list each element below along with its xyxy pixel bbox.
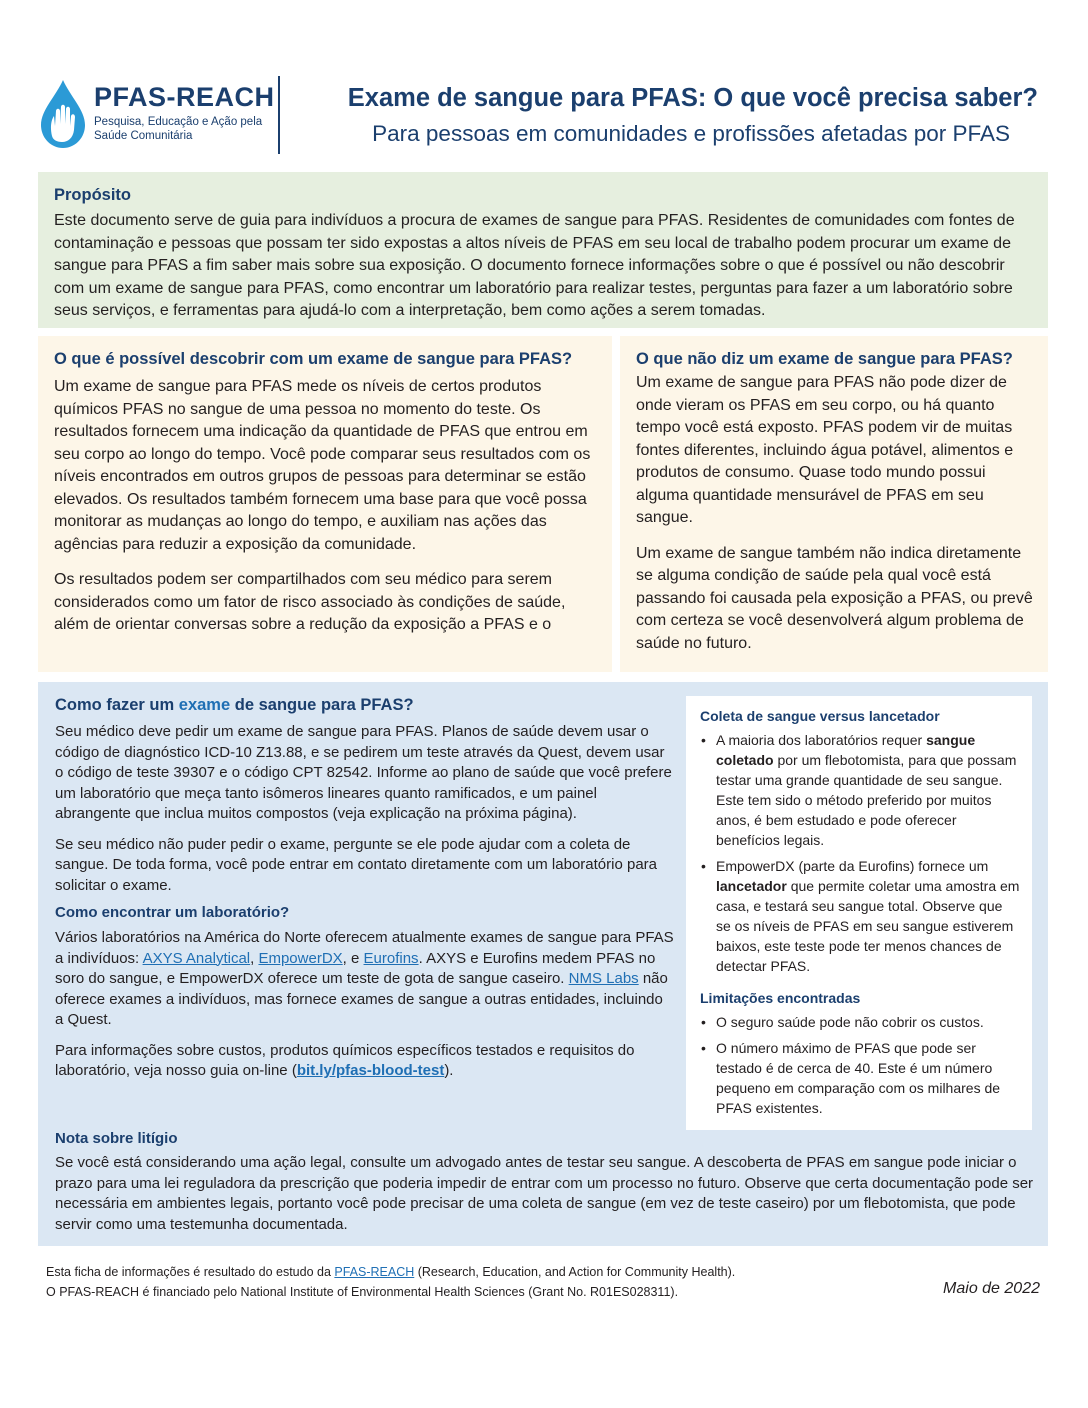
can-learn-box (38, 336, 612, 672)
limitation-bullet-1: • O seguro saúde pode não cobrir os custos. (700, 1012, 1020, 1032)
find-lab-separator-1: , (250, 949, 259, 967)
footer (46, 1262, 735, 1302)
online-guide-link[interactable]: bit.ly/pfas-blood-test (296, 1062, 445, 1079)
limitations-list (700, 1012, 1020, 1118)
collection-bullet-2-end: que permite coletar uma amostra em casa, e testará seu sangue total. Observe que se os níveis de PFAS em seu sangue estiverem baixos, este teste pode ter menos chances de detectar PFAS. (716, 878, 1020, 974)
litigation-text: Se você está considerando uma ação legal, consulte um advogado antes de testar seu sangue. A descoberta de PFAS em sangue pode iniciar o prazo para uma lei reguladora da prescrição que poderia impedir de entrar com um processo no futuro. Observe que certa documentação pode ser necessária em ambientes legais, portanto você pode precisar de uma coleta de sangue (em vez de teste caseiro) por um flebotomista, que pode servir como uma testemunha documentada. (55, 1154, 1034, 1233)
collection-bullet-2-start: EmpowerDX (parte da Eurofins) fornece um (716, 858, 989, 874)
how-to-para-1: Seu médico deve pedir um exame de sangue para PFAS. Planos de saúde devem usar o código de diagnóstico ICD-10 Z13.88, e se pedirem um teste através da Quest, devem usar o código de teste 39307 e o código CPT 82542. Informe ao plano de saúde que você prefere um laboratório que meça tanto isômeros lineares quanto ramificados, e um painel abrangente que inclua muitos compostos (veja explicação na próxima página). (55, 723, 672, 822)
purpose-heading: Propósito (54, 186, 131, 204)
litigation-section (55, 1128, 1035, 1235)
purpose-text: Este documento serve de guia para indivíduos a procura de exames de sangue para PFAS. Residentes de comunidades com fontes de contaminação e pessoas que possam ter sido expostas a altos níveis de PFAS em seu local de trabalho podem procurar um exame de sangue para PFAS a fim saber mais sobre sua exposição. O documento fornece informações sobre o que é possível ou não descobrir com um exame de sangue para PFAS, como encontrar um laboratório para realizar testes, perguntas para fazer a um laboratório sobre seus serviços, e ferramentas para ajudá-lo com a interpretação, bem como ações a serem tomadas. (54, 212, 1015, 319)
pfas-reach-logo (38, 78, 278, 152)
footer-line-1-end: (Research, Education, and Action for Community Health). (414, 1265, 736, 1279)
logo-tagline-line-2: Saúde Comunitária (94, 130, 193, 142)
how-to-box (38, 682, 1048, 1246)
find-lab-separator-2: , e (342, 949, 364, 967)
collection-bullet-2-bold: lancetador (716, 878, 787, 894)
cannot-tell-heading: O que não diz um exame de sangue para PFAS? (636, 350, 1013, 368)
cost-info-text (55, 1041, 675, 1082)
how-to-heading-start: Como fazer um (55, 696, 179, 714)
can-learn-para-2: Os resultados podem ser compartilhados com seu médico para serem considerados como um fator de risco associado às condições de saúde, além de orientar conversas sobre a redução da exposição a PFAS e o (54, 571, 566, 633)
collection-bullet-1-end: por um flebotomista, para que possam testar uma grande quantidade de seu sangue. Este tem sido o método preferido por muitos anos, é bem estudado e pode oferecer benefícios legais. (716, 752, 1017, 848)
find-lab-text-start: Vários laboratórios na América do Norte oferecem atualmente exames de sangue para PFAS a indivíduos: (55, 929, 674, 967)
logo-name: PFAS-REACH (94, 82, 275, 112)
purpose-box (38, 172, 1048, 328)
eurofins-link[interactable]: Eurofins (363, 949, 419, 967)
how-to-heading-end: de sangue para PFAS? (230, 696, 414, 714)
empowerdx-link[interactable]: EmpowerDX (258, 949, 343, 967)
collection-heading: Coleta de sangue versus lancetador (700, 708, 940, 724)
find-lab-text-middle: . AXYS e Eurofins medem PFAS no soro do sangue, e EmpowerDX oferece um teste de gota de sangue caseiro. (55, 949, 656, 987)
cannot-tell-para-1: Um exame de sangue para PFAS não pode dizer de onde vieram os PFAS em seu corpo, ou há quanto tempo você está exposto. PFAS podem vir de muitas fontes diferentes, incluindo água potável, alimentos e produtos de consumo. Quase todo mundo possui alguma quantidade mensurável de PFAS em seu sangue. (636, 374, 1014, 526)
can-learn-heading: O que é possível descobrir com um exame de sangue para PFAS? (54, 350, 573, 368)
how-to-heading (55, 694, 675, 716)
collection-bullet-1-start: A maioria dos laboratórios requer (716, 732, 927, 748)
limitations-heading: Limitações encontradas (700, 990, 861, 1006)
how-to-main (55, 694, 675, 1082)
footer-line-1-start: Esta ficha de informações é resultado do estudo da (46, 1265, 335, 1279)
can-learn-para-1: Um exame de sangue para PFAS mede os níveis de certos produtos químicos PFAS no sangue de uma pessoa no momento do teste. Os resultados fornecem uma indicação da quantidade de PFAS que entrou em seu corpo ao longo do tempo. Você pode comparar seus resultados com os níveis encontrados em outros grupos de pessoas para determinar se estão elevados. Os resultados também fornecem uma base para que você possa monitorar as mudanças ao longo do tempo, e auxiliam nas ações das agências para reduzir a exposição da comunidade. (54, 378, 591, 553)
find-lab-text-end: não oferece exames a indivíduos, mas fornece exames de sangue a outras entidades, incluindo a Quest. (55, 970, 668, 1028)
logo-tagline-line-1: Pesquisa, Educação e Ação pela (94, 116, 263, 128)
limitation-bullet-2: • O número máximo de PFAS que pode ser testado é de cerca de 40. Este é um número pequeno em comparação com os milhares de PFAS existentes. (700, 1038, 1020, 1118)
collection-bullet-1-bold: sangue coletado (716, 732, 976, 768)
page-subtitle: Para pessoas em comunidades e profissões afetadas por PFAS (372, 121, 1010, 146)
footer-line-1 (46, 1262, 735, 1282)
nms-labs-link[interactable]: NMS Labs (568, 970, 639, 987)
cannot-tell-para-2: Um exame de sangue também não indica diretamente se alguma condição de saúde pela qual você está passando foi causada pela exposição a PFAS, ou prevê com certeza se você desenvolverá algum problema de saúde no futuro. (636, 544, 1033, 652)
logo-tagline (94, 115, 262, 143)
litigation-heading: Nota sobre litígio (55, 1130, 178, 1147)
page-title: Exame de sangue para PFAS: O que você precisa saber? (347, 84, 1038, 112)
find-lab-heading: Como encontrar um laboratório? (55, 904, 290, 921)
pfas-reach-link[interactable]: PFAS-REACH (334, 1265, 415, 1279)
blood-collection-sidebar (686, 696, 1032, 1130)
cost-info-start: Para informações sobre custos, produtos químicos específicos testados e requisitos do laboratório, veja nosso guia on-line ( (55, 1041, 635, 1079)
header-divider (278, 76, 280, 154)
find-lab-text (55, 928, 675, 1031)
cost-info-end: ). (444, 1062, 454, 1079)
collection-list (700, 730, 1020, 976)
water-drop-hand-icon (38, 78, 88, 150)
cannot-tell-box (620, 336, 1048, 672)
how-to-para-2: Se seu médico não puder pedir o exame, pergunte se ele pode ajudar com a coleta de sangue. De toda forma, você pode entrar em contato diretamente com um laboratório para solicitar o exame. (55, 835, 657, 894)
collection-bullet-1 (700, 730, 1020, 850)
axys-analytical-link[interactable]: AXYS Analytical (142, 949, 251, 967)
publication-date: Maio de 2022 (943, 1280, 1040, 1297)
how-to-heading-highlight: exame (178, 696, 231, 714)
footer-line-2: O PFAS-REACH é financiado pelo National Institute of Environmental Health Sciences (Grant No. R01ES028311). (46, 1285, 679, 1299)
collection-bullet-2 (700, 856, 1020, 976)
